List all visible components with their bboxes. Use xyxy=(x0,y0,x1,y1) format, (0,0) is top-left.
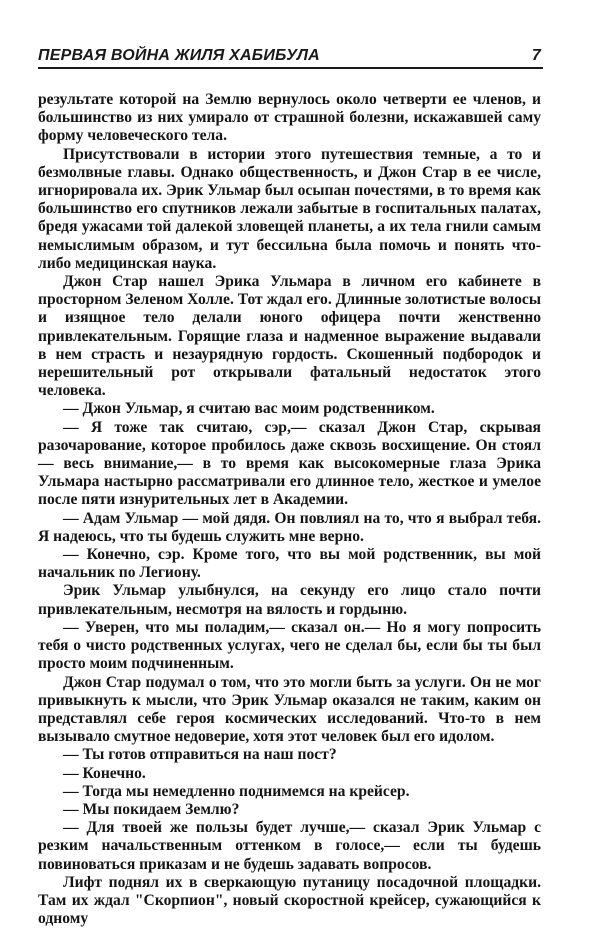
dialogue-line: — Я тоже так считаю, сэр,— сказал Джон Стар, скрывая разочарование, которое пробилось даже сквозь восхищение. Он стоял — весь внимание,— в то время как высокомерные глаза Эрика Ульмара настырно рассматривали его длинное тело, жесткое и умелое после пяти изнурительных лет в Академии. xyxy=(38,418,541,509)
running-title: ПЕРВАЯ ВОЙНА ЖИЛЯ ХАБИБУЛА xyxy=(38,47,320,64)
body-text xyxy=(38,91,541,928)
dialogue-line: — Для твоей же пользы будет лучше,— сказал Эрик Ульмар с резким начальственным оттенком в голосе,— если ты будешь повиноваться приказам и не будешь задавать вопросов. xyxy=(38,819,541,873)
dialogue-line: — Адам Ульмар — мой дядя. Он повлиял на то, что я выбрал тебя. Я надеюсь, что ты будешь служить мне верно. xyxy=(38,509,541,545)
paragraph: Присутствовали в истории этого путешествия темные, а то и безмолвные главы. Однако общественность, и Джон Стар в ее числе, игнорировала их. Эрик Ульмар был осыпан почестями, в то время как большинство его спутников лежали забытые в госпитальных палатах, бредя ужасами той далекой зловещей планеты, а их тела гнили самым немыслимым образом, и тут бессильна была помочь и понять что-либо медицинская наука. xyxy=(38,145,541,272)
paragraph: Эрик Ульмар улыбнулся, на секунду его лицо стало почти привлекательным, несмотря на вялость и гордыню. xyxy=(38,582,541,618)
dialogue-line: — Джон Ульмар, я считаю вас моим родственником. xyxy=(63,400,435,418)
dialogue-line: — Мы покидаем Землю? xyxy=(63,800,240,818)
dialogue-line: — Тогда мы немедленно поднимемся на крейсер. xyxy=(63,782,410,800)
dialogue-line: — Уверен, что мы поладим,— сказал он.— Но я могу попросить тебя о чисто родственных услугах, чего не сделал бы, если бы ты был просто моим подчиненным. xyxy=(38,618,541,673)
dialogue-line: — Ты готов отправиться на наш пост? xyxy=(63,746,337,764)
paragraph: Джон Стар нашел Эрика Ульмара в личном его кабинете в просторном Зеленом Холле. Тот ждал его. Длинные золотистые волосы и изящное тело делали юного офицера почти женственно привлекательным. Горящие глаза и надменное выражение выдавали в нем страсть и незаурядную гордость. Скошенный подбородок и нерешительный рот открывали фатальный недостаток этого человека. xyxy=(38,273,541,400)
running-header xyxy=(38,45,543,69)
dialogue-line: — Конечно, сэр. Кроме того, что вы мой родственник, вы мой начальник по Легиону. xyxy=(38,546,541,582)
dialogue-line: — Конечно. xyxy=(63,764,146,782)
paragraph: Лифт поднял их в сверкающую путаницу посадочной площадки. Там их ждал "Скорпион", новый скоростной крейсер, сужающийся к одному xyxy=(38,873,541,928)
paragraph: результате которой на Землю вернулось около четверти ее членов, и большинство из них умирало от страшной болезни, искажавшей саму форму человеческого тела. xyxy=(38,91,541,145)
paragraph: Джон Стар подумал о том, что это могли быть за услуги. Он не мог привыкнуть к мысли, что Эрик Ульмар оказался не таким, каким он представлял себе героя космических исследований. Что-то в нем вызывало смутное недоверие, хотя этот человек был его идолом. xyxy=(38,673,541,746)
page-number: 7 xyxy=(531,47,541,64)
